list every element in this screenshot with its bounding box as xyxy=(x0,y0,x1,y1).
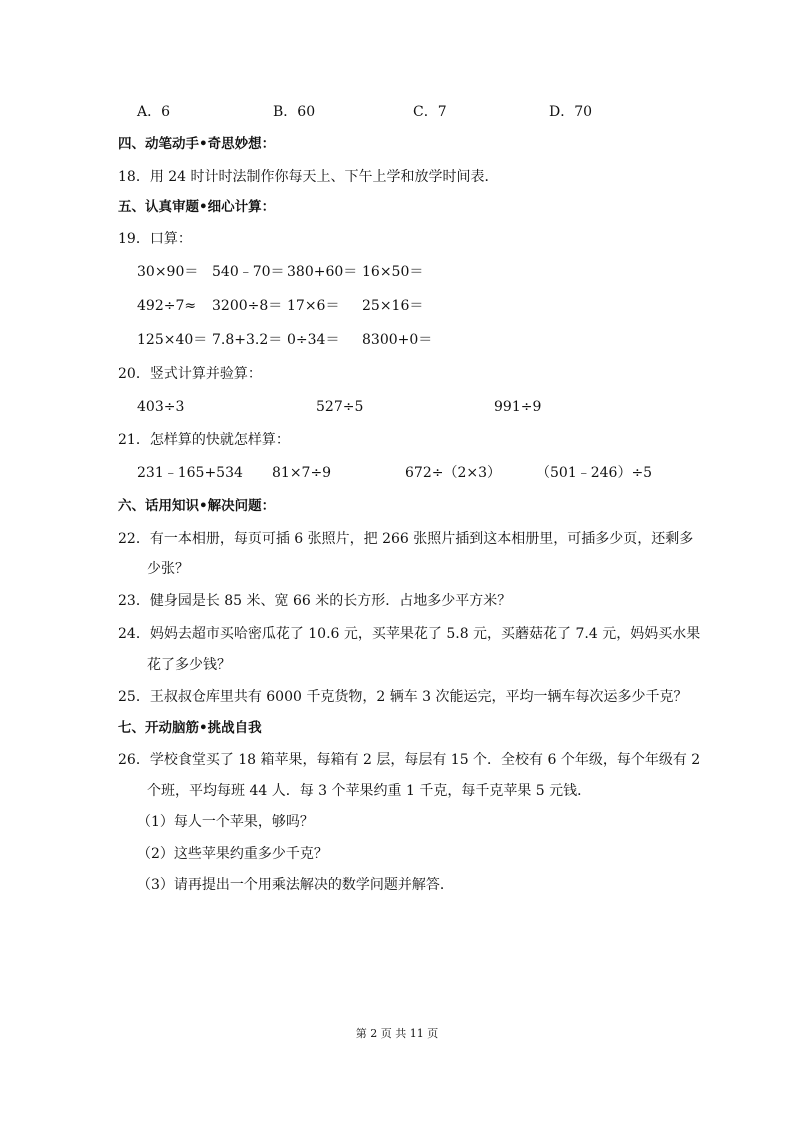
math-item: 3200÷8＝ xyxy=(212,298,283,314)
question-22-line2: 少张？ xyxy=(147,561,189,577)
option-c: C．7 xyxy=(413,104,447,120)
section-5-heading: 五、认真审题•细心计算： xyxy=(118,199,276,215)
question-18: 18．用 24 时计时法制作你每天上、下午上学和放学时间表． xyxy=(118,169,499,185)
question-23: 23．健身园是长 85 米、宽 66 米的长方形．占地多少平方米？ xyxy=(118,593,512,609)
section-6-heading: 六、话用知识•解决问题： xyxy=(118,498,276,514)
section-7-heading: 七、开动脑筋•挑战自我 xyxy=(118,720,262,736)
quick-calc-item: 81×7÷9 xyxy=(272,465,332,481)
math-item: 7.8+3.2＝ xyxy=(212,332,283,348)
question-26-line2: 个班，平均每班 44 人．每 3 个苹果约重 1 千克，每千克苹果 5 元钱． xyxy=(147,783,592,799)
option-d: D．70 xyxy=(549,104,593,120)
math-item: 25×16＝ xyxy=(362,298,424,314)
question-22-line1: 22．有一本相册，每页可插 6 张照片，把 266 张照片插到这本相册里，可插多少页，还剩多 xyxy=(118,531,694,547)
math-item: 16×50＝ xyxy=(362,264,424,280)
page-footer: 第 2 页 共 11 页 xyxy=(355,1027,439,1040)
question-21-label: 21．怎样算的快就怎样算： xyxy=(118,432,290,448)
question-25: 25．王叔叔仓库里共有 6000 千克货物，2 辆车 3 次能运完，平均一辆车每次运多少千克？ xyxy=(118,689,688,705)
math-item: 8300+0＝ xyxy=(362,332,433,348)
option-a: A．6 xyxy=(137,104,171,120)
math-item: 380+60＝ xyxy=(287,264,358,280)
math-item: 125×40＝ xyxy=(137,332,208,348)
vertical-calc-item: 991÷9 xyxy=(494,399,542,415)
question-26-sub-2: （2）这些苹果约重多少千克？ xyxy=(137,846,328,862)
section-4-heading: 四、动笔动手•奇思妙想： xyxy=(118,136,276,152)
question-24-line2: 花了多少钱？ xyxy=(147,657,231,673)
vertical-calc-item: 527÷5 xyxy=(316,399,364,415)
quick-calc-item: （501﹣246）÷5 xyxy=(536,465,653,481)
math-item: 540﹣70＝ xyxy=(212,264,285,280)
math-item: 30×90＝ xyxy=(137,264,199,280)
question-26-sub-3: （3）请再提出一个用乘法解决的数学问题并解答． xyxy=(137,877,454,893)
math-item: 17×6＝ xyxy=(287,298,340,314)
quick-calc-item: 231﹣165+534 xyxy=(137,465,243,481)
question-24-line1: 24．妈妈去超市买哈密瓜花了 10.6 元，买苹果花了 5.8 元，买蘑菇花了 7.4 元，妈妈买水果 xyxy=(118,626,701,642)
question-26-line1: 26．学校食堂买了 18 箱苹果，每箱有 2 层，每层有 15 个．全校有 6 个年级，每个年级有 2 xyxy=(118,752,701,768)
question-19-label: 19．口算： xyxy=(118,231,192,247)
math-item: 492÷7≈ xyxy=(137,298,197,314)
math-item: 0÷34＝ xyxy=(287,332,340,348)
vertical-calc-item: 403÷3 xyxy=(137,399,185,415)
quick-calc-item: 672÷（2×3） xyxy=(405,465,501,481)
question-26-sub-1: （1）每人一个苹果，够吗？ xyxy=(137,814,314,830)
question-20-label: 20．竖式计算并验算： xyxy=(118,366,262,382)
option-b: B．60 xyxy=(273,104,316,120)
